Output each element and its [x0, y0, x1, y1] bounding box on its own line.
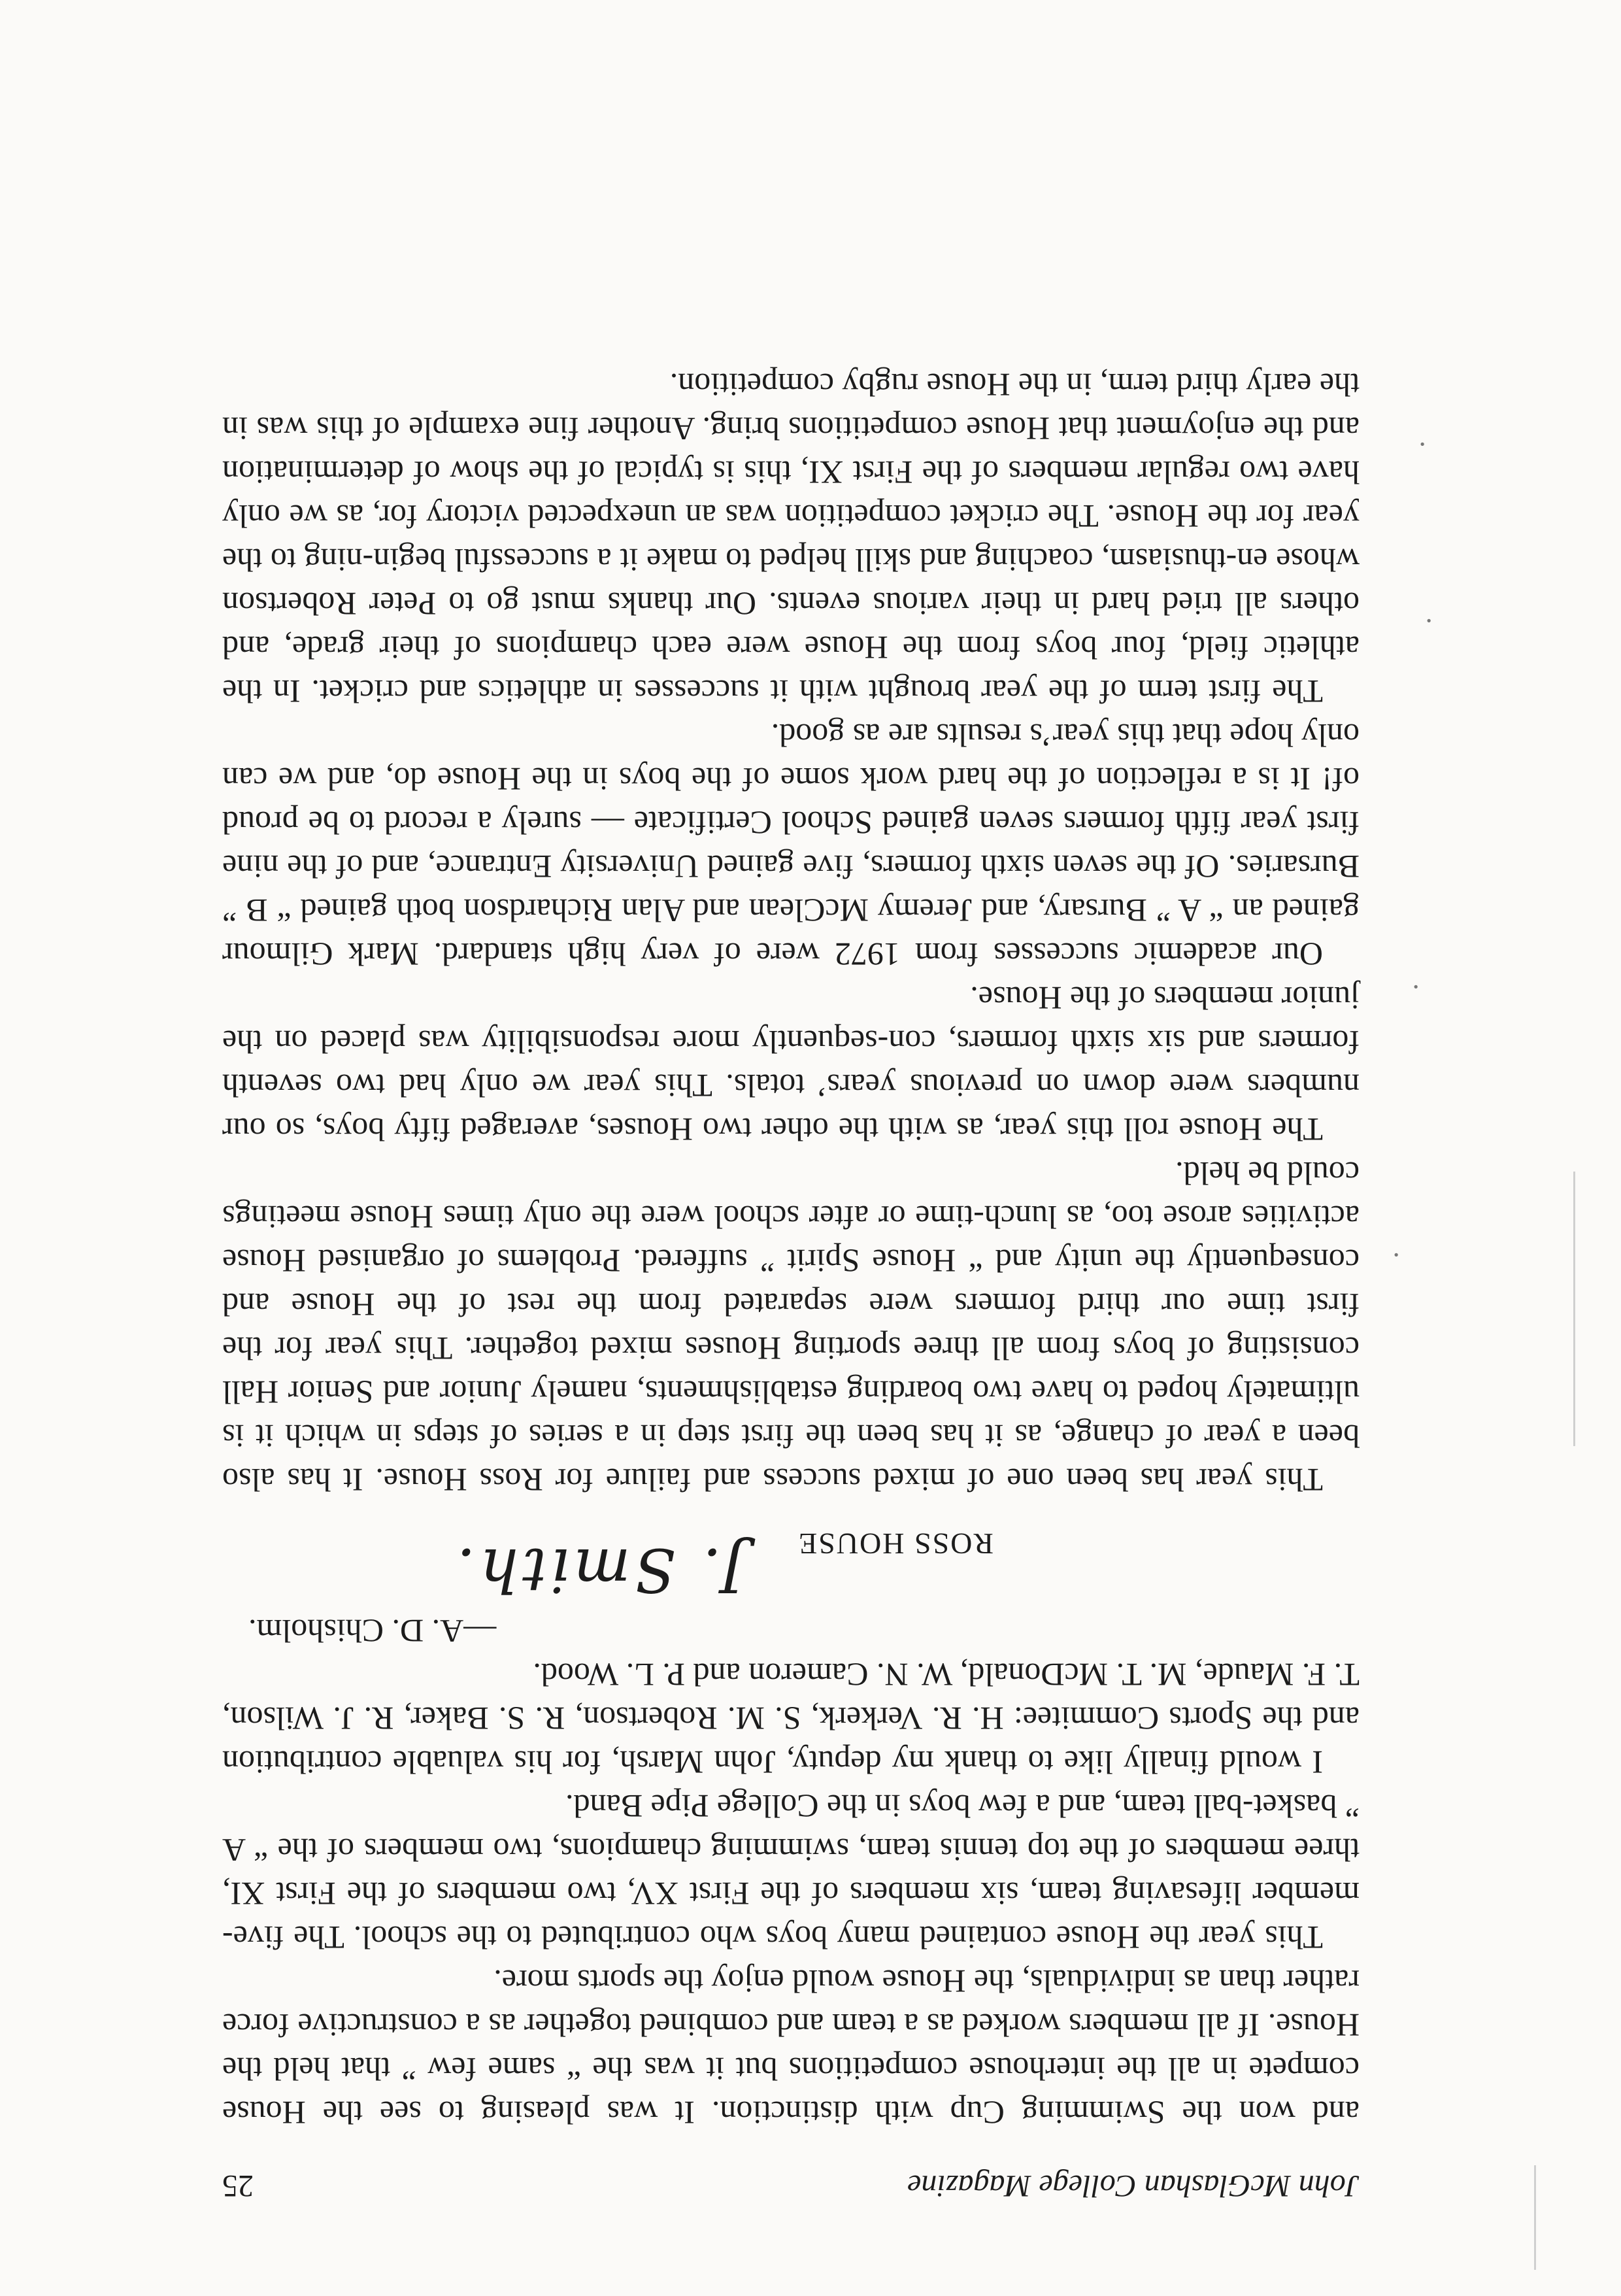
ross-paragraph-4: The first term of the year brought with it successes in athletics and cricket. In the athletic field, four boys from the House were each champions of their grade, and others all tried hard in their various events. Our thanks must go to Peter Robertson whose en-thusiasm, coaching and skill helped to make it a successful begin-ning to the year for the House. The cricket competition was an unexpected victory for, as we only have two regular members of the First XI, this is typical of the show of determination and the enjoyment that House competitions bring. Another fine example of this was in the early third term, in the House rugby competition. — [222, 367, 1360, 710]
scan-edge-mark — [1573, 1172, 1575, 1446]
running-head — [222, 2161, 1360, 2208]
page-content — [222, 363, 1360, 2208]
magazine-title: John McGlashan College Magazine — [907, 2169, 1360, 2203]
ross-paragraph-1: This year has been one of mixed success and failure for Ross House. It has also been a year of change, as it has been the first step in a series of steps in which it is ultimately hoped to have two boarding establishments, namely Junior and Senior Hall consisting of boys from all three sporting Houses mixed together. This year for the first time our third formers were separated from the rest of the House and consequently the unity and “ House Spirit ” suffered. Problems of organised House activities arose too, as lunch-time or after school were the only times House meetings could be held. — [222, 1155, 1360, 1498]
previous-house-paragraph-3: I would finally like to thank my deputy, John Marsh, for his valuable contribution and the Sports Commitee: H. R. Verkerk, S. M. Robertson, R. S. Baker, R. J. Wilson, T. F. Maude, M. T. McDonald, W. N. Cameron and P. L. Wood. — [222, 1657, 1360, 1781]
scan-speck: • — [1426, 613, 1431, 629]
scan-speck: • — [1413, 979, 1418, 995]
scan-edge-mark — [1534, 2165, 1536, 2270]
ross-paragraph-3: Our academic successes from 1972 were of very high standard. Mark Gilmour gained an “ A ” Bursary, and Jeremy McClean and Alan Richardson both gained “ B ” Bursaries. Of the seven sixth formers, five gained University Entrance, and of the nine first year fifth formers seven gained School Certificate — surely a record to be proud of! It is a reflection of the hard work some of the boys in the House do, and we can only hope that this year’s results are as good. — [222, 717, 1360, 973]
previous-house-paragraph-1: and won the Swimming Cup with distinction. It was pleasing to see the House compete in all the interhouse competitions but it was the “ same few ” that held the House. If all members worked as a team and combined together as a constructive force rather than as individuals, the House would enjoy the sports more. — [222, 1963, 1360, 2131]
scan-speck: • — [1420, 436, 1425, 452]
ross-paragraph-2: The House roll this year, as with the other two Houses, averaged fifty boys, so our numbers were down on previous years’ totals. This year we only had two seventh formers and six sixth formers, con-sequently more responsibility was placed on the junior members of the House. — [222, 980, 1360, 1148]
section-title: ROSS HOUSE — [797, 1527, 994, 1561]
ross-house-heading — [222, 1513, 1360, 1605]
page-number: 25 — [222, 2169, 254, 2203]
previous-house-paragraph-2: This year the House contained many boys who contributed to the school. The five-member lifesaving team, six members of the First XV, two members of the First XI, three members of the top tennis team, swimming champions, two members of the “ A ” basket-ball team, and a few boys in the College Pipe Band. — [222, 1788, 1360, 1956]
scan-speck: • — [1394, 1247, 1399, 1263]
handwritten-signature: J. Smith. — [452, 1535, 745, 1605]
captain-signature: —A. D. Chisholm. — [248, 1613, 497, 1649]
